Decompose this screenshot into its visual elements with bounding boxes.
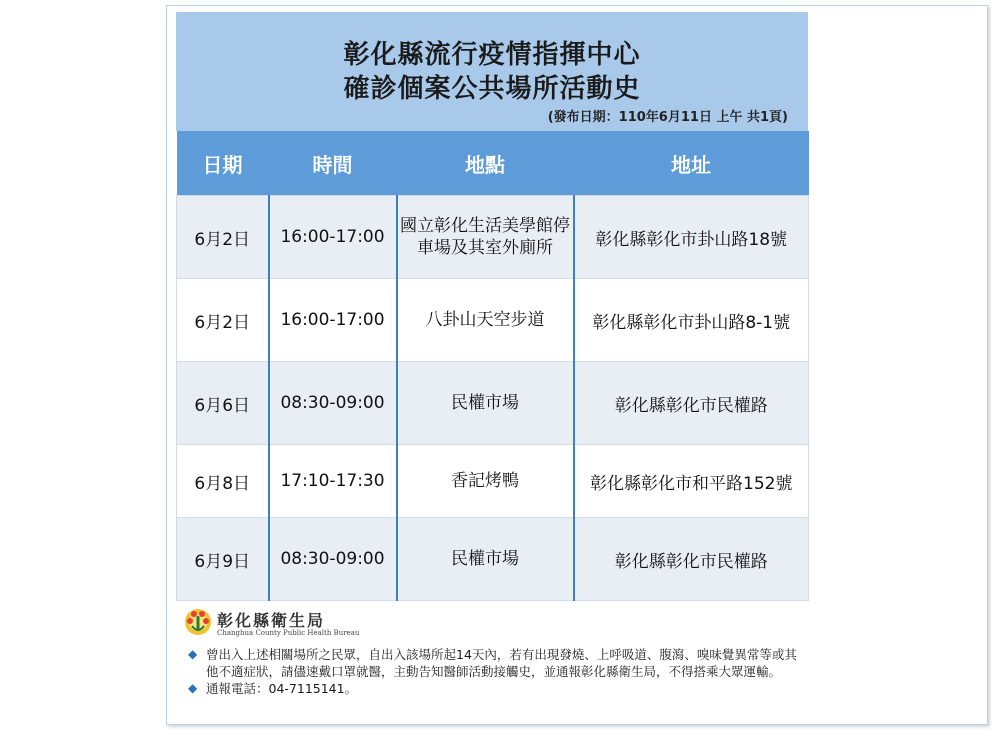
cell-date: 6月9日 [177,518,269,601]
cell-place: 國立彰化生活美學館停車場及其室外廁所 [397,196,574,279]
cell-place: 民權市場 [397,518,574,601]
cell-date: 6月2日 [177,196,269,279]
notes [188,646,800,697]
page-subtitle: 確診個案公共場所活動史 [343,74,641,104]
release-date: (發布日期：110年6月11日 上午 共1頁) [547,110,788,125]
cell-address: 彰化縣彰化市和平路152號 [574,445,809,518]
cell-address: 彰化縣彰化市卦山路18號 [574,196,809,279]
health-bureau-logo [183,606,360,642]
cell-time: 08:30-09:00 [269,362,397,445]
note-text: 通報電話：04-7115141。 [206,681,358,696]
note-item [188,646,800,680]
cell-address: 彰化縣彰化市民權路 [574,362,809,445]
cell-place: 民權市場 [397,362,574,445]
activity-table [176,131,809,601]
cell-time: 08:30-09:00 [269,518,397,601]
table-row [177,445,809,518]
cell-date: 6月6日 [177,362,269,445]
logo-subtitle: Changhua County Public Health Bureau [217,629,360,637]
table-row [177,362,809,445]
table-header-row [177,131,809,196]
diamond-bullet-icon: ◆ [188,647,198,661]
column-header-date: 日期 [177,131,269,196]
cell-address: 彰化縣彰化市卦山路8-1號 [574,279,809,362]
page-title: 彰化縣流行疫情指揮中心 [343,40,641,70]
table-row [177,196,809,279]
cell-date: 6月2日 [177,279,269,362]
cell-address: 彰化縣彰化市民權路 [574,518,809,601]
column-header-address: 地址 [574,131,809,196]
cell-time: 16:00-17:00 [269,279,397,362]
cell-date: 6月8日 [177,445,269,518]
cell-place: 八卦山天空步道 [397,279,574,362]
cell-time: 17:10-17:30 [269,445,397,518]
cell-place: 香記烤鴨 [397,445,574,518]
note-text: 曾出入上述相關場所之民眾，自出入該場所起14天內，若有出現發燒、上呼吸道、腹瀉、嗅味覺異常等或其他不適症狀，請儘速戴口罩就醫，主動告知醫師活動接觸史，並通報彰化縣衛生局，不得搭乘大眾運輸。 [206,647,797,679]
column-header-place: 地點 [397,131,574,196]
cell-time: 16:00-17:00 [269,196,397,279]
table-row [177,279,809,362]
logo-name: 彰化縣衛生局 [217,611,326,630]
note-item [188,680,800,697]
health-bureau-emblem-icon [183,606,213,638]
diamond-bullet-icon: ◆ [188,681,198,695]
table-row [177,518,809,601]
column-header-time: 時間 [269,131,397,196]
header-banner [176,12,808,131]
